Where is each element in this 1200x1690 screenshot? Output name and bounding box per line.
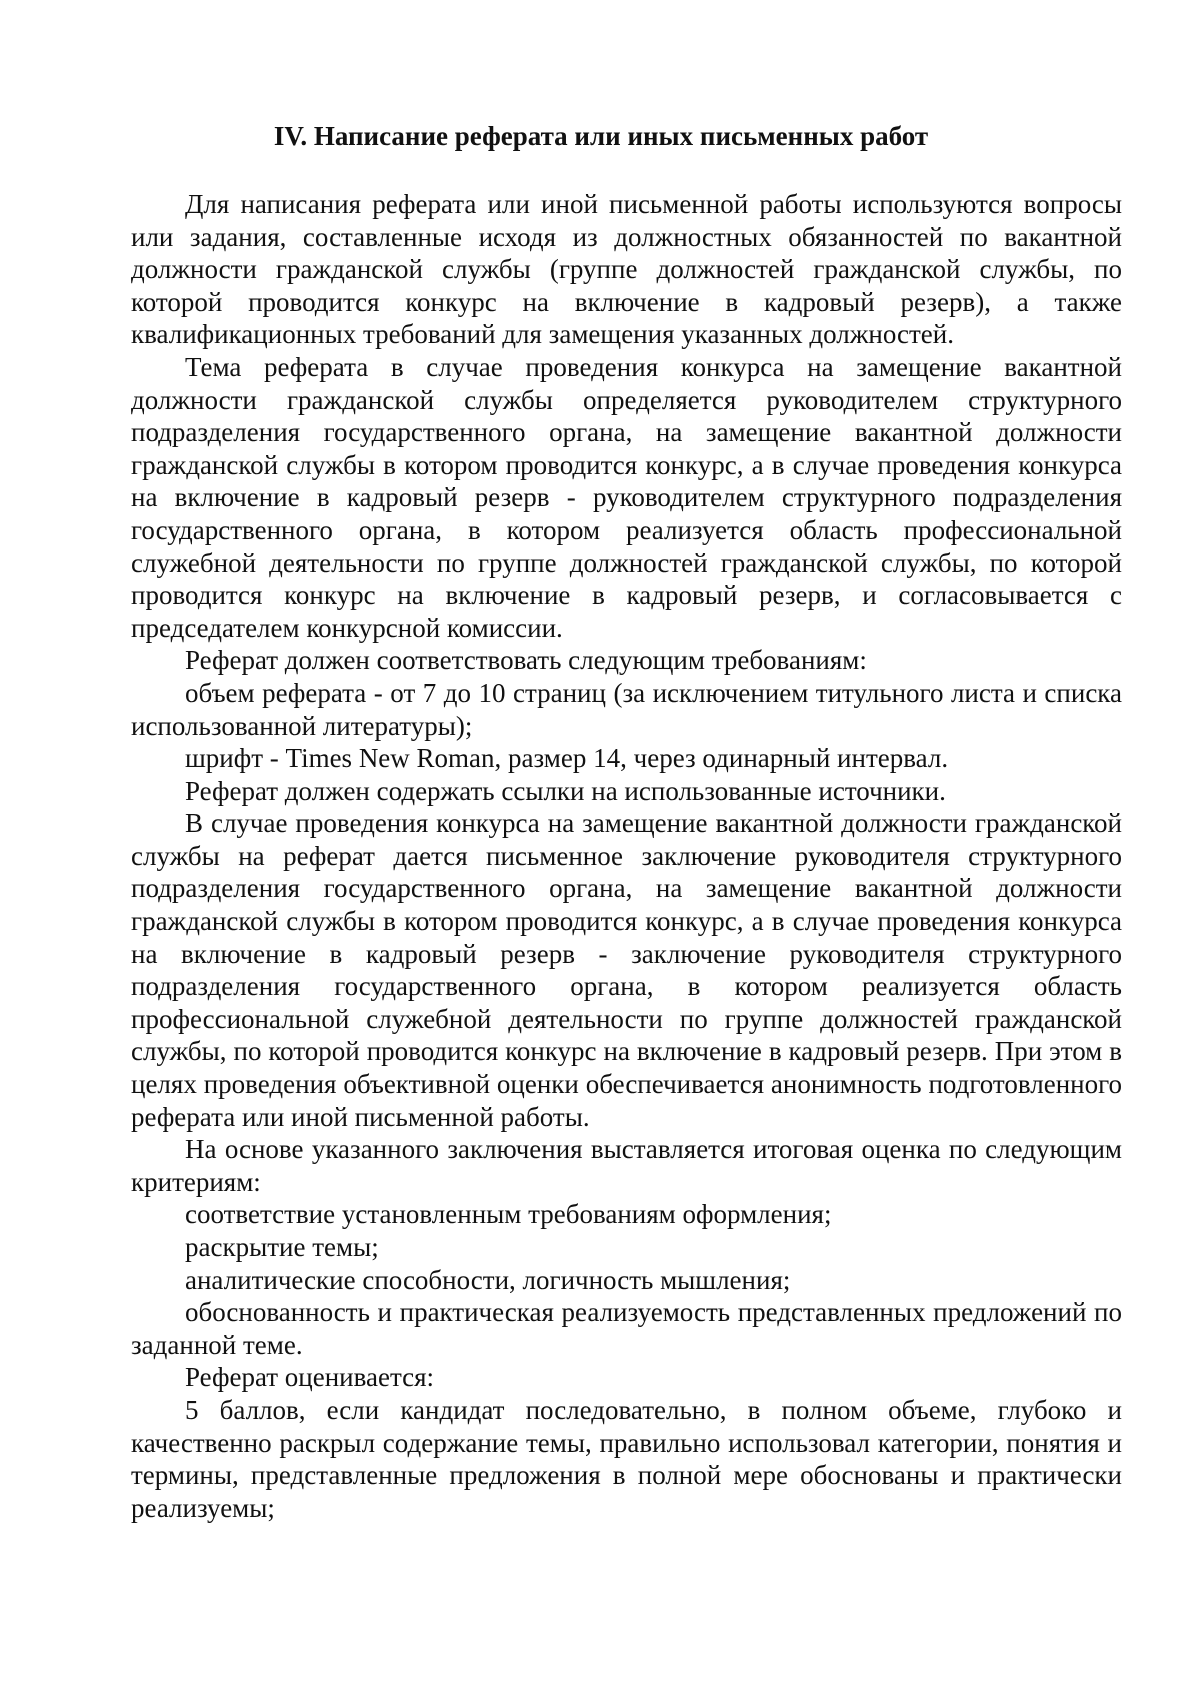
requirement-font: шрифт - Times New Roman, размер 14, через одинарный интервал. xyxy=(185,743,949,774)
scoring-5-points: 5 баллов, если кандидат последовательно, в полном объеме, глубоко и качественно раскрыл содержание темы, правильно использовал категории, понятия и термины, представленные предложения в полной мере обоснованы и практически реализуемы; xyxy=(131,1394,1122,1523)
paragraph-writing-questions: Для написания реферата или иной письменной работы используются вопросы или задания, составленные исходя из должностных обязанностей по вакантной должности гражданской службы (группе должностей гражданской службы, по которой проводится конкурс на включение в кадровый резерв), а также квалификационных требований для замещения указанных должностей. xyxy=(131,189,1122,350)
section-heading: IV. Написание реферата или иных письменных работ xyxy=(273,121,929,151)
paragraph-requirements-intro: Реферат должен соответствовать следующим требованиям: xyxy=(185,645,867,676)
requirement-references: Реферат должен содержать ссылки на использованные источники. xyxy=(185,775,946,806)
paragraph-conclusion-on-essay: В случае проведения конкурса на замещение вакантной должности гражданской службы на реферат дается письменное заключение руководителя структурного подразделения государственного органа, на замещение вакантной должности гражданской службы в котором проводится конкурс, а в случае проведения конкурса на включение в кадровый резерв - заключение руководителя структурного подразделения государственного органа, в котором реализуется область профессиональной служебной деятельности по группе должностей гражданской службы, по которой проводится конкурс на включение в кадровый резерв. При этом в целях проведения объективной оценки обеспечивается анонимность подготовленного реферата или иной письменной работы. xyxy=(131,808,1122,1132)
criterion-feasibility: обоснованность и практическая реализуемость представленных предложений по заданной теме. xyxy=(131,1297,1122,1360)
requirement-volume: объем реферата - от 7 до 10 страниц (за исключением титульного листа и списка использованной литературы); xyxy=(131,677,1122,741)
paragraph-topic-definition: Тема реферата в случае проведения конкурса на замещение вакантной должности гражданской службы определяется руководителем структурного подразделения государственного органа, на замещение вакантной должности гражданской службы в котором проводится конкурс, а в случае проведения конкурса на включение в кадровый резерв - руководителем структурного подразделения государственного органа, в котором реализуется область профессиональной служебной деятельности по группе должностей гражданской службы, по которой проводится конкурс на включение в кадровый резерв, и согласовывается с председателем конкурсной комиссии. xyxy=(131,351,1122,643)
paragraph-criteria-intro: На основе указанного заключения выставляется итоговая оценка по следующим критериям: xyxy=(131,1134,1122,1197)
criterion-formatting: соответствие установленным требованиям оформления; xyxy=(185,1199,832,1230)
paragraph-scoring-intro: Реферат оценивается: xyxy=(185,1362,435,1393)
document-body xyxy=(131,188,1122,1524)
criterion-analytical-skills: аналитические способности, логичность мышления; xyxy=(185,1264,791,1295)
criterion-topic-coverage: раскрытие темы; xyxy=(185,1232,379,1262)
